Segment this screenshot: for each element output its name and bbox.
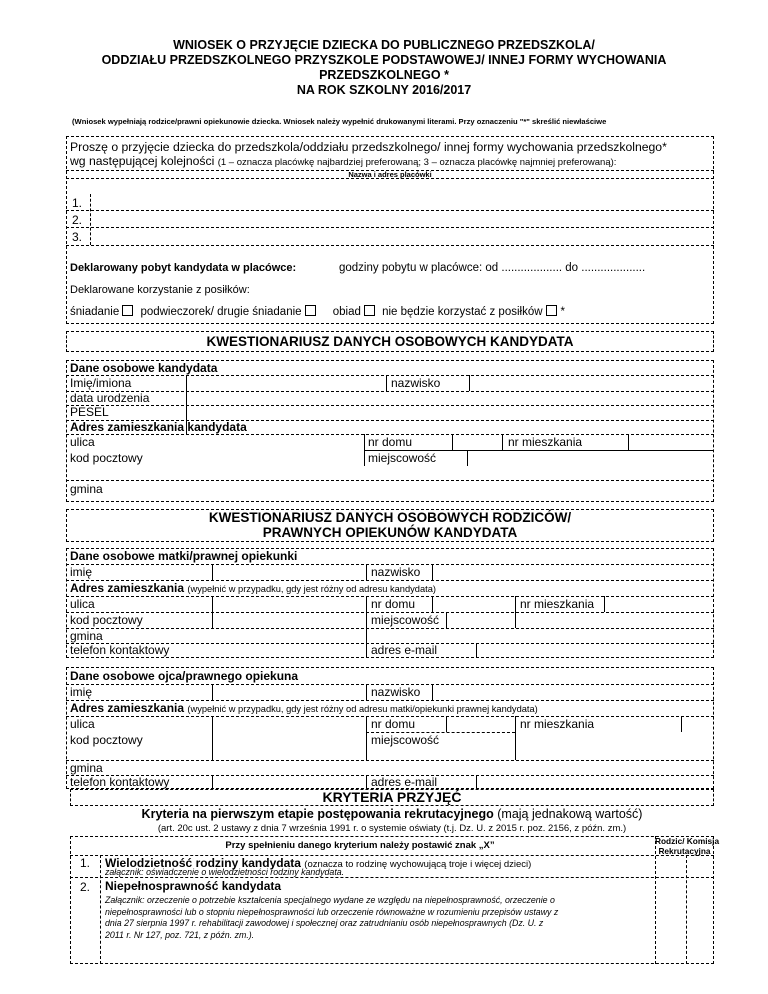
title-line-3: PRZEDSZKOLNEGO * [319,68,449,82]
father-flat-no-input[interactable] [682,717,713,731]
title-line-4: NA ROK SZKOLNY 2016/2017 [296,83,472,97]
father-postal-code-input[interactable] [213,733,365,759]
father-house-no-label: nr domu [371,717,416,731]
mother-postal-code-input[interactable] [213,613,365,627]
father-email-label: adres e-mail [371,775,438,789]
meal-none-label: nie będzie korzystać z posiłków [382,306,543,318]
meals-options [70,305,565,319]
preferences-order-label: wg następującej kolejności [70,154,215,168]
preference-row-2: 2. [72,213,83,227]
mother-first-name-label: imię [70,565,93,579]
preference-input-2[interactable] [91,211,713,227]
meal-breakfast-checkbox[interactable] [122,305,133,316]
candidate-birth-date-label: data urodzenia [70,391,150,405]
father-first-name-input[interactable] [213,685,365,699]
father-city-input[interactable] [516,733,713,759]
father-street-label: ulica [70,717,95,731]
preferences-intro-line1: Proszę o przyjęcie dziecka do przedszkola/oddziału przedszkolnego/ innej formy wychowania przedszkolnego* [70,140,667,154]
father-commune-label: gmina [70,761,103,775]
meal-breakfast-label: śniadanie [70,306,120,318]
mother-house-no-label: nr domu [371,597,416,611]
criteria-column-right: Rodzic/ Komisja Rekrutacyjna [655,836,720,856]
father-phone-input[interactable] [213,776,365,788]
candidate-address-header: Adres zamieszkania kandydata [70,420,247,434]
criterion-2-title: Niepełnosprawność kandydata [105,879,282,893]
candidate-last-name-input[interactable] [470,376,713,390]
mother-phone-label: telefon kontaktowy [70,643,170,657]
mother-email-input[interactable] [477,644,713,657]
criterion-1-commission-checkbox[interactable] [687,856,713,876]
father-header: Dane osobowe ojca/prawnego opiekuna [70,669,299,683]
candidate-last-name-label: nazwisko [391,376,441,390]
candidate-house-no-input[interactable] [453,435,501,449]
candidate-personal-header: Dane osobowe kandydata [70,361,218,375]
candidate-street-label: ulica [70,435,95,449]
criterion-2-parent-checkbox[interactable] [656,878,685,963]
father-phone-label: telefon kontaktowy [70,775,170,789]
preferences-intro-line2 [70,154,616,170]
criterion-1-parent-checkbox[interactable] [656,856,685,876]
hours-label[interactable]: godziny pobytu w placówce: od ................... do .................... [339,262,646,274]
meal-snack-checkbox[interactable] [305,305,316,316]
criteria-section-title: KRYTERIA PRZYJĘĆ [322,789,462,805]
father-street-input[interactable] [213,717,365,731]
mother-address-label: Adres zamieszkania (wypełnić w przypadku, gdy jest różny od adresu kandydata) [70,581,436,595]
title-line-2: ODDZIAŁU PRZEDSZKOLNEGO PRZYSZKOLE PODSTAWOWEJ/ INNEJ FORMY WYCHOWANIA [101,53,667,67]
preferences-column-header: Nazwa i adres placówki [348,170,432,179]
father-address-label: Adres zamieszkania (wypełnić w przypadku, gdy jest różny od adresu matki/opiekunki prawnej kandydata) [70,701,538,715]
father-postal-code-label: kod pocztowy [70,733,143,747]
candidate-street-input[interactable] [187,435,363,449]
father-last-name-label: nazwisko [371,685,421,699]
father-last-name-input[interactable] [433,685,713,699]
mother-address-hint: (wypełnić w przypadku, gdy jest różny od adresu kandydata) [187,584,436,594]
father-commune-input[interactable] [213,761,713,774]
criterion-1-title: Wielodzietność rodziny kandydata (oznacza to rodzinę wychowującą troje i więcej dzieci) [105,856,532,870]
candidate-pesel-input[interactable] [187,406,713,419]
criterion-2-commission-checkbox[interactable] [687,878,713,963]
mother-last-name-label: nazwisko [371,565,421,579]
mother-phone-input[interactable] [213,644,365,657]
father-city-label: miejscowość [371,733,440,747]
mother-commune-label: gmina [70,629,103,643]
criterion-2-attachment: Załącznik: orzeczenie o potrzebie kształcenia specjalnego wydane ze względu na niepełnosprawność, orzeczenie o niepełnosprawności lub o stopniu niepełnosprawności lub orzeczenie równoważne w rozumieniu przepisów ustawy z dnia 27 sierpnia 1997 r. rehabilitacji zawodowej i społecznej oraz zatrudnianiu osób niepełnosprawnych (Dz. U. z 2011 r. Nr 127, poz. 721, z późn. zm.). [105,895,559,940]
mother-flat-no-label: nr mieszkania [520,597,595,611]
candidate-birth-date-input[interactable] [187,392,713,405]
candidate-commune-input[interactable] [187,481,713,501]
father-email-input[interactable] [477,776,713,788]
mother-header: Dane osobowe matki/prawnej opiekunki [70,549,298,563]
candidate-city-label: miejscowość [368,451,437,465]
mother-last-name-input[interactable] [433,565,713,579]
form-note: (Wniosek wypełniają rodzice/prawni opiekunowie dziecka. Wniosek należy wypełnić drukowanymi literami. Przy oznaczeniu "*" skreślić niewłaściwe [72,117,607,126]
father-house-no-input[interactable] [447,717,514,731]
mother-house-no-input[interactable] [433,597,514,611]
mother-street-input[interactable] [213,597,365,611]
meal-none-checkbox[interactable] [546,305,557,316]
parents-section-title: KWESTIONARIUSZ DANYCH OSOBOWYCH RODZICÓW/ PRAWNYCH OPIEKUNÓW KANDYDATA [208,510,572,540]
candidate-postal-code-input[interactable] [187,451,363,465]
criterion-2-number: 2. [80,880,91,894]
mother-email-label: adres e-mail [371,643,438,657]
candidate-city-input[interactable] [468,451,713,465]
candidate-first-name-input[interactable] [187,376,385,390]
mother-city-label: miejscowość [371,613,440,627]
mother-first-name-input[interactable] [213,565,365,579]
form-title [0,38,768,98]
criterion-1-attachment: załącznik: oświadczenie o wielodzietności rodziny kandydata. [105,867,345,877]
father-flat-no-label: nr mieszkania [520,717,595,731]
meal-none-star: * [560,306,566,318]
candidate-house-no-label: nr domu [368,435,413,449]
preference-input-1[interactable] [91,195,713,210]
mother-city-input[interactable] [447,613,713,627]
mother-flat-no-input[interactable] [605,597,713,611]
mother-street-label: ulica [70,597,95,611]
criteria-legal-basis: (art. 20c ust. 2 ustawy z dnia 7 września 1991 r. o systemie oświaty (t.j. Dz. U. z 2015 r. poz. 2156, z późn. zm.) [157,823,627,834]
preferences-order-hint: (1 – oznacza placówkę najbardziej preferowaną; 3 – oznacza placówkę najmniej preferowaną): [217,157,617,168]
preference-row-3: 3. [72,230,83,244]
candidate-section-title: KWESTIONARIUSZ DANYCH OSOBOWYCH KANDYDATA [206,334,574,349]
meal-lunch-checkbox[interactable] [364,305,375,316]
meal-lunch-label: obiad [332,306,361,318]
criteria-subtitle: Kryteria na pierwszym etapie postępowania rekrutacyjnego (mają jednakową wartość) [141,807,643,821]
preference-input-3[interactable] [91,228,713,245]
candidate-flat-no-label: nr mieszkania [508,435,583,449]
candidate-postal-code-label: kod pocztowy [70,451,143,465]
father-address-hint: (wypełnić w przypadku, gdy jest różny od adresu matki/opiekunki prawnej kandydata) [187,704,538,714]
candidate-pesel-label: PESEL [70,405,109,419]
meal-snack-label: podwieczorek/ drugie śniadanie [140,306,302,318]
father-first-name-label: imię [70,685,93,699]
mother-commune-input[interactable] [213,629,713,642]
preference-row-1: 1. [72,196,83,210]
candidate-flat-no-input[interactable] [629,435,713,449]
title-line-1: WNIOSEK O PRZYJĘCIE DZIECKA DO PUBLICZNEGO PRZEDSZKOLA/ [173,38,595,52]
criteria-instruction: Przy spełnieniu danego kryterium należy postawić znak „X” [225,840,495,851]
mother-postal-code-label: kod pocztowy [70,613,143,627]
candidate-commune-label: gmina [70,482,103,496]
candidate-first-name-label: Imię/imiona [70,376,132,390]
meals-label: Deklarowane korzystanie z posiłków: [70,284,250,296]
declared-stay-label: Deklarowany pobyt kandydata w placówce: [70,262,297,274]
criterion-1-number: 1. [80,856,91,870]
